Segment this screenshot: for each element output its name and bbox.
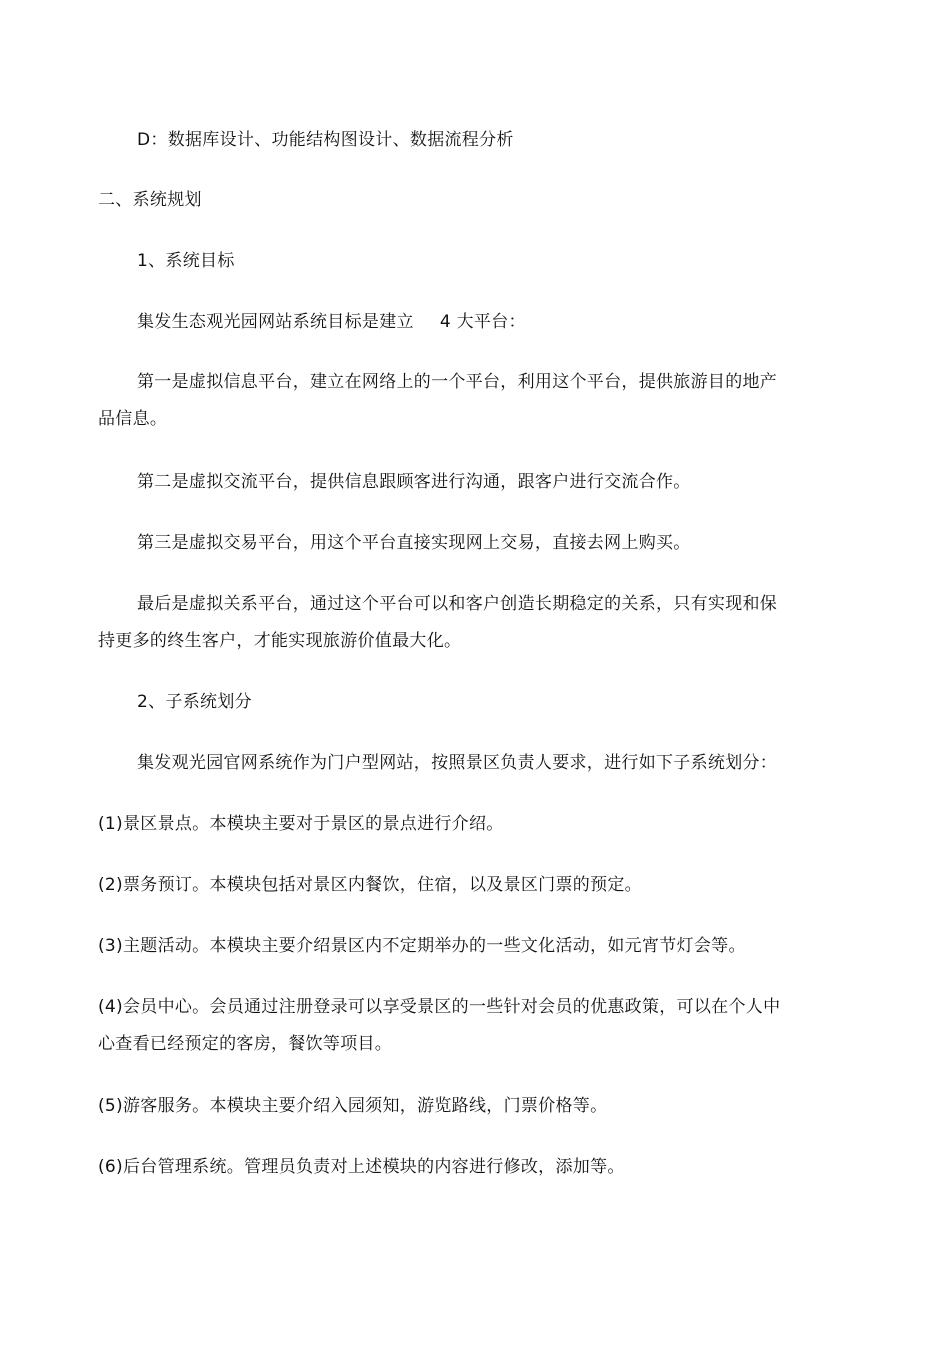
paragraph-platform3: 第三是虚拟交易平台，用这个平台直接实现网上交易，直接去网上购买。 <box>137 533 691 553</box>
paragraph-platform2: 第二是虚拟交流平台，提供信息跟顾客进行沟通，跟客户进行交流合作。 <box>137 472 691 492</box>
subheading-subsystem-division: 2、子系统划分 <box>137 692 252 712</box>
goal-intro-count: 4 大平台： <box>439 312 526 332</box>
list-item-5: (5)游客服务。本模块主要介绍入园须知，游览路线，门票价格等。 <box>98 1096 608 1116</box>
goal-intro-text: 集发生态观光园网站系统目标是建立 <box>137 312 414 332</box>
paragraph-goal-intro <box>137 309 526 335</box>
paragraph-subsystem-intro: 集发观光园官网系统作为门户型网站，按照景区负责人要求，进行如下子系统划分： <box>137 753 778 773</box>
subheading-system-goals: 1、系统目标 <box>137 251 235 271</box>
paragraph-platform1-line2: 品信息。 <box>98 409 168 429</box>
list-item-1: (1)景区景点。本模块主要对于景区的景点进行介绍。 <box>98 814 504 834</box>
list-item-4-line2: 心查看已经预定的客房，餐饮等项目。 <box>98 1034 393 1054</box>
paragraph-platform4-line2: 持更多的终生客户，才能实现旅游价值最大化。 <box>98 631 462 651</box>
paragraph-platform4-line1: 最后是虚拟关系平台，通过这个平台可以和客户创造长期稳定的关系，只有实现和保 <box>137 594 778 614</box>
list-item-2: (2)票务预订。本模块包括对景区内餐饮，住宿，以及景区门票的预定。 <box>98 875 642 895</box>
section-heading-system-planning: 二、系统规划 <box>98 190 202 210</box>
list-item-4-line1: (4)会员中心。会员通过注册登录可以享受景区的一些针对会员的优惠政策，可以在个人中 <box>98 997 781 1017</box>
paragraph-d: D：数据库设计、功能结构图设计、数据流程分析 <box>137 130 514 150</box>
paragraph-platform1-line1: 第一是虚拟信息平台，建立在网络上的一个平台，利用这个平台，提供旅游目的地产 <box>137 372 778 392</box>
list-item-6: (6)后台管理系统。管理员负责对上述模块的内容进行修改，添加等。 <box>98 1157 625 1177</box>
list-item-3: (3)主题活动。本模块主要介绍景区内不定期举办的一些文化活动，如元宵节灯会等。 <box>98 936 746 956</box>
